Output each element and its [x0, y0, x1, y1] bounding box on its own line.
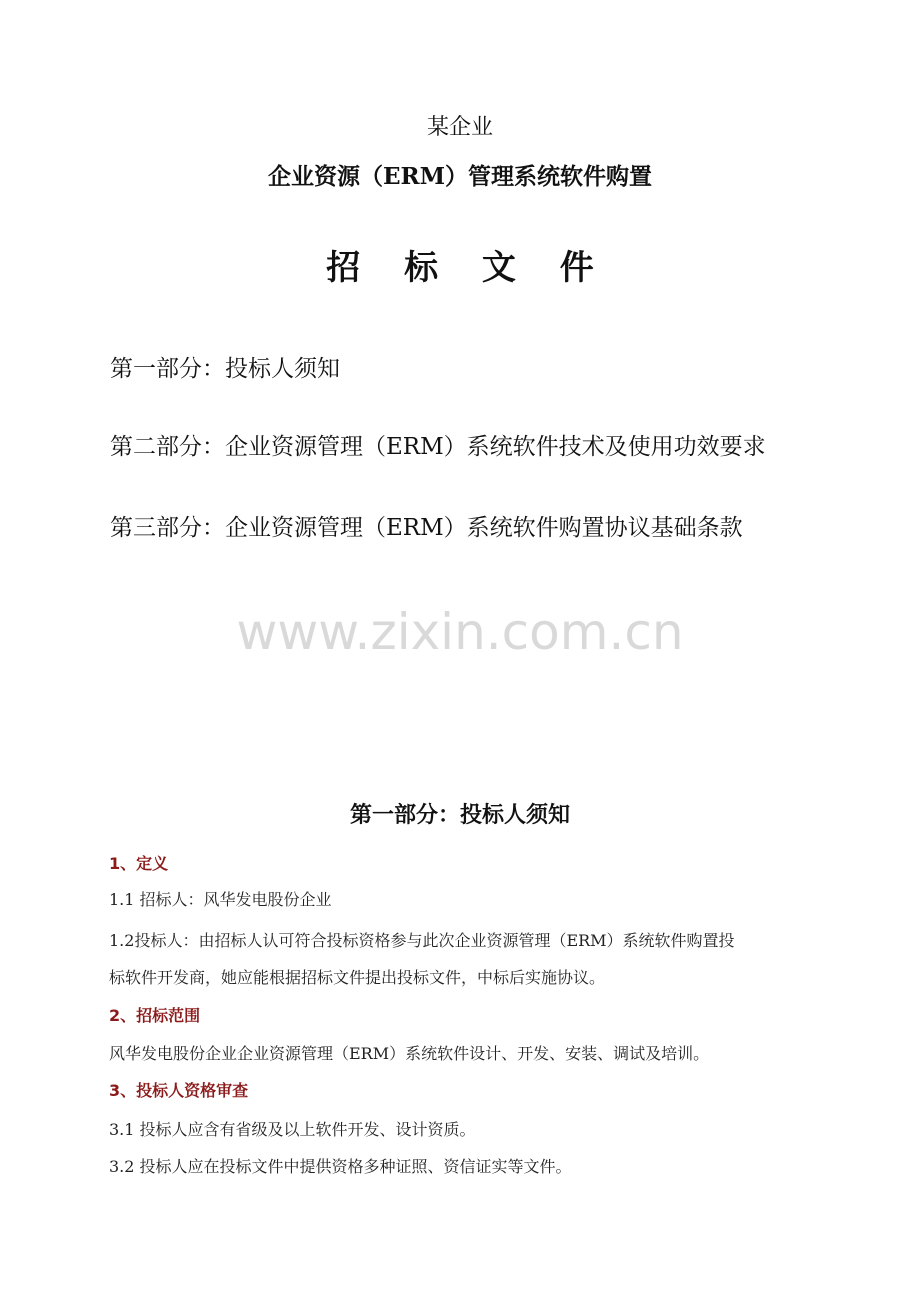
part1-heading: 第一部分：投标人须知 [349, 803, 570, 828]
section-title-definitions: 1、定义 [109, 854, 169, 873]
section-title-qualification: 3、投标人资格审查 [109, 1081, 249, 1100]
document-subject: 企业资源（ERM）管理系统软件购置 [267, 163, 653, 190]
paragraph-1-2-continued: 标软件开发商，她应能根据招标文件提出投标文件，中标后实施协议。 [109, 968, 606, 987]
paragraph-1-2: 1.2投标人：由招标人认可符合投标资格参与此次企业资源管理（ERM）系统软件购置投 [109, 931, 735, 950]
paragraph-3-2: 3.2 投标人应在投标文件中提供资格多种证照、资信证实等文件。 [109, 1157, 572, 1176]
paragraph-3-1: 3.1 投标人应含有省级及以上软件开发、设计资质。 [109, 1120, 476, 1139]
section-title-scope: 2、招标范围 [109, 1006, 201, 1025]
paragraph-2: 风华发电股份企业企业资源管理（ERM）系统软件设计、开发、安装、调试及培训。 [109, 1044, 710, 1063]
organization-name: 某企业 [426, 115, 493, 140]
paragraph-1-1: 1.1 招标人：风华发电股份企业 [109, 890, 332, 909]
watermark: www.zixin.com.cn [236, 603, 684, 661]
toc-item-part1: 第一部分：投标人须知 [110, 356, 340, 382]
document-title: 招 标 文 件 [326, 248, 610, 288]
toc-item-part3: 第三部分：企业资源管理（ERM）系统软件购置协议基础条款 [110, 515, 743, 541]
toc-item-part2: 第二部分：企业资源管理（ERM）系统软件技术及使用功效要求 [110, 434, 766, 460]
